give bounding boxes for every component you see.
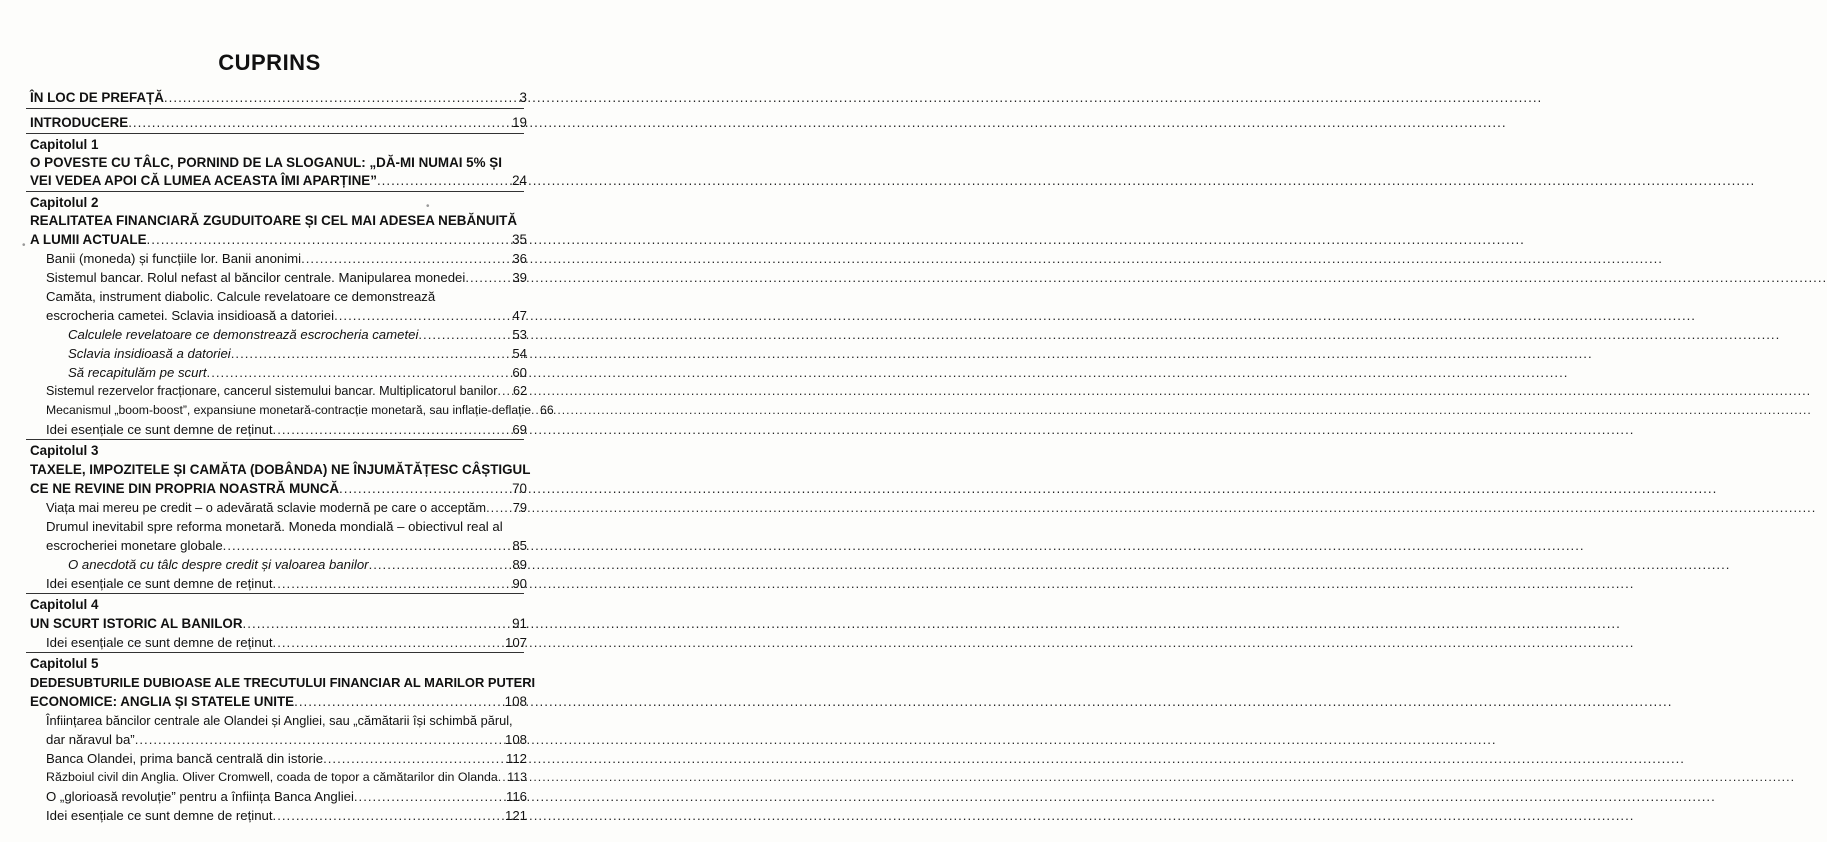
toc-subentry: [46, 308, 527, 323]
dot-leader: [147, 232, 512, 247]
dot-leader: [223, 538, 512, 553]
toc-entry-page: 36: [512, 251, 527, 266]
toc-entry-page: 24: [512, 173, 527, 188]
toc-entry-page: 85: [512, 538, 527, 553]
toc-entry-page: 112: [505, 751, 527, 766]
toc-entry-page: 60: [512, 365, 527, 380]
divider: [26, 652, 524, 653]
toc-subentry: [46, 270, 527, 285]
toc-entry-text: Calculele revelatoare ce demonstrează escrocheria cametei: [68, 327, 419, 342]
toc-entry-page: 116: [505, 789, 527, 804]
toc-entry-text: ECONOMICE: ANGLIA ȘI STATELE UNITE: [30, 694, 295, 709]
toc-entry-text: Războiul civil din Anglia. Oliver Cromwell, coada de topor a cămătarilor din Olanda: [46, 770, 498, 784]
toc-subentry: [46, 635, 527, 650]
chapter-1-title-line: O POVESTE CU TÂLC, PORNIND DE LA SLOGANUL: „DĂ-MI NUMAI 5% ȘI: [30, 155, 502, 170]
chapter-5-title-entry: [30, 694, 527, 709]
dot-leader: [128, 115, 511, 130]
toc-page: [0, 0, 554, 842]
toc-entry-page: 113: [507, 770, 527, 784]
toc-subentry: [46, 422, 527, 437]
toc-entry-text: Sistemul bancar. Rolul nefast al băncilor centrale. Manipularea monedei: [46, 270, 466, 285]
toc-entry-page: 47: [512, 308, 527, 323]
dot-leader: [207, 365, 512, 380]
table-of-contents: [0, 0, 554, 842]
chapter-1-title-entry: [30, 173, 527, 188]
toc-entry-text: Idei esențiale ce sunt demne de reținut: [46, 808, 273, 823]
toc-entry-page: 35: [512, 232, 527, 247]
dot-leader: [323, 751, 505, 766]
chapter-4-label: Capitolul 4: [30, 597, 99, 612]
chapter-3-title-line: TAXELE, IMPOZITELE ȘI CAMĂTA (DOBÂNDA) NE ÎNJUMĂTĂȚESC CÂȘTIGUL: [30, 462, 531, 477]
scan-speck: •: [22, 240, 26, 251]
dot-leader: [498, 770, 506, 785]
toc-entry-page: 79: [512, 500, 527, 515]
toc-subentry: [46, 576, 527, 591]
toc-entry-text: Viața mai mereu pe credit – o adevărată sclavie modernă pe care o acceptăm: [46, 500, 487, 515]
chapter-5-label: Capitolul 5: [30, 656, 99, 671]
toc-subentry: [46, 808, 527, 823]
toc-entry-text: Banca Olandei, prima bancă centrală din istorie: [46, 751, 324, 766]
dot-leader: [334, 308, 511, 323]
dot-leader: [294, 694, 504, 709]
toc-entry-page: 69: [512, 422, 527, 437]
toc-entry-text: O „glorioasă revoluție” pentru a înființa Banca Angliei: [46, 789, 354, 804]
toc-subentry: [46, 403, 554, 418]
divider: [26, 439, 524, 440]
toc-entry-page: 91: [512, 616, 527, 631]
toc-subentry: [46, 789, 527, 804]
toc-subentry: [46, 251, 527, 266]
dot-leader: [531, 403, 539, 418]
dot-leader: [273, 422, 512, 437]
toc-entry-page: 121: [504, 808, 527, 823]
toc-entry-page: 3: [519, 90, 527, 105]
chapter-3-title-entry: [30, 481, 527, 496]
toc-entry-text: VEI VEDEA APOI CĂ LUMEA ACEASTA ÎMI APARȚINE”: [30, 173, 377, 188]
chapter-2-title-entry: [30, 232, 527, 247]
chapter-4-title-entry: [30, 616, 527, 631]
toc-entry-text: ÎN LOC DE PREFAȚĂ: [30, 90, 164, 105]
dot-leader: [273, 576, 512, 591]
toc-entry-page: 70: [512, 481, 527, 496]
divider: [26, 191, 524, 192]
toc-entry-text: A LUMII ACTUALE: [30, 232, 147, 247]
toc-subentry-line: Camăta, instrument diabolic. Calcule revelatoare ce demonstrează: [46, 289, 436, 304]
toc-entry-page: 107: [504, 635, 527, 650]
toc-entry-page: 66: [540, 403, 554, 417]
toc-entry-text: INTRODUCERE: [30, 115, 129, 130]
dot-leader: [354, 789, 505, 804]
toc-entry-text: escrocheria cametei. Sclavia insidioasă a datoriei: [46, 308, 335, 323]
toc-entry-page: 108: [504, 694, 527, 709]
dot-leader: [231, 346, 512, 361]
toc-entry-text: dar năravul ba”: [46, 732, 135, 747]
dot-leader: [418, 327, 511, 342]
toc-entry-page: 54: [512, 346, 527, 361]
dot-leader: [465, 270, 511, 285]
chapter-3-label: Capitolul 3: [30, 443, 99, 458]
toc-subentry: [46, 500, 527, 515]
toc-subentry: [46, 538, 527, 553]
toc-entry-text: UN SCURT ISTORIC AL BANILOR: [30, 616, 243, 631]
chapter-5-title-line: DEDESUBTURILE DUBIOASE ALE TRECUTULUI FINANCIAR AL MARILOR PUTERI: [30, 675, 536, 690]
dot-leader: [273, 635, 504, 650]
dot-leader: [273, 808, 504, 823]
toc-subentry-line: Înființarea băncilor centrale ale Olandei și Angliei, sau „cămătarii își schimbă părul,: [46, 713, 513, 728]
toc-entry-page: 53: [512, 327, 527, 342]
toc-entry-text: escrocheriei monetare globale: [46, 538, 223, 553]
divider: [26, 593, 524, 594]
toc-subentry: [46, 751, 527, 766]
toc-entry-text: O anecdotă cu tâlc despre credit și valoarea banilor: [68, 557, 369, 572]
toc-entry-text: Sistemul rezervelor fracționare, cancerul sistemului bancar. Multiplicatorul banilor: [46, 384, 498, 398]
dot-leader: [369, 557, 512, 572]
dot-leader: [377, 173, 511, 188]
toc-subentry-line: Drumul inevitabil spre reforma monetară. Moneda mondială – obiectivul real al: [46, 519, 503, 534]
chapter-2-title-line: REALITATEA FINANCIARĂ ZGUDUITOARE ȘI CEL MAI ADESEA NEBĂNUITĂ: [30, 213, 518, 228]
toc-entry-text: CE NE REVINE DIN PROPRIA NOASTRĂ MUNCĂ: [30, 481, 339, 496]
toc-subsubentry: [68, 365, 527, 380]
dot-leader: [339, 481, 511, 496]
toc-entry-text: Mecanismul „boom-boost”, expansiune monetară-contracție monetară, sau inflație-deflație: [46, 403, 532, 417]
toc-subentry: [46, 770, 527, 785]
toc-entry-text: Sclavia insidioasă a datoriei: [68, 346, 231, 361]
scan-speck: •: [426, 201, 430, 212]
toc-entry-in-loc-de-prefata: [30, 90, 527, 105]
toc-entry-page: 90: [512, 576, 527, 591]
toc-entry-introducere: [30, 115, 527, 130]
toc-entry-page: 39: [512, 270, 527, 285]
toc-entry-text: Banii (moneda) și funcțiile lor. Banii anonimi: [46, 251, 302, 266]
toc-entry-text: Idei esențiale ce sunt demne de reținut: [46, 635, 273, 650]
toc-subentry: [46, 732, 527, 747]
toc-entry-text: Să recapitulăm pe scurt: [68, 365, 207, 380]
page-title: CUPRINS: [218, 50, 321, 75]
dot-leader: [497, 384, 512, 399]
toc-entry-page: 19: [512, 115, 527, 130]
dot-leader: [243, 616, 512, 631]
dot-leader: [301, 251, 511, 266]
dot-leader: [164, 90, 519, 105]
dot-leader: [135, 732, 504, 747]
chapter-2-label: Capitolul 2: [30, 195, 99, 210]
toc-subsubentry: [68, 346, 527, 361]
toc-subsubentry: [68, 557, 527, 572]
divider: [26, 133, 524, 134]
dot-leader: [486, 500, 512, 515]
toc-entry-text: Idei esențiale ce sunt demne de reținut: [46, 422, 273, 437]
toc-entry-text: Idei esențiale ce sunt demne de reținut: [46, 576, 273, 591]
toc-subsubentry: [68, 327, 527, 342]
divider: [26, 108, 524, 109]
toc-entry-page: 89: [512, 557, 527, 572]
chapter-1-label: Capitolul 1: [30, 137, 99, 152]
toc-entry-page: 108: [504, 732, 527, 747]
toc-subentry: [46, 384, 527, 399]
toc-entry-page: 62: [512, 384, 527, 398]
